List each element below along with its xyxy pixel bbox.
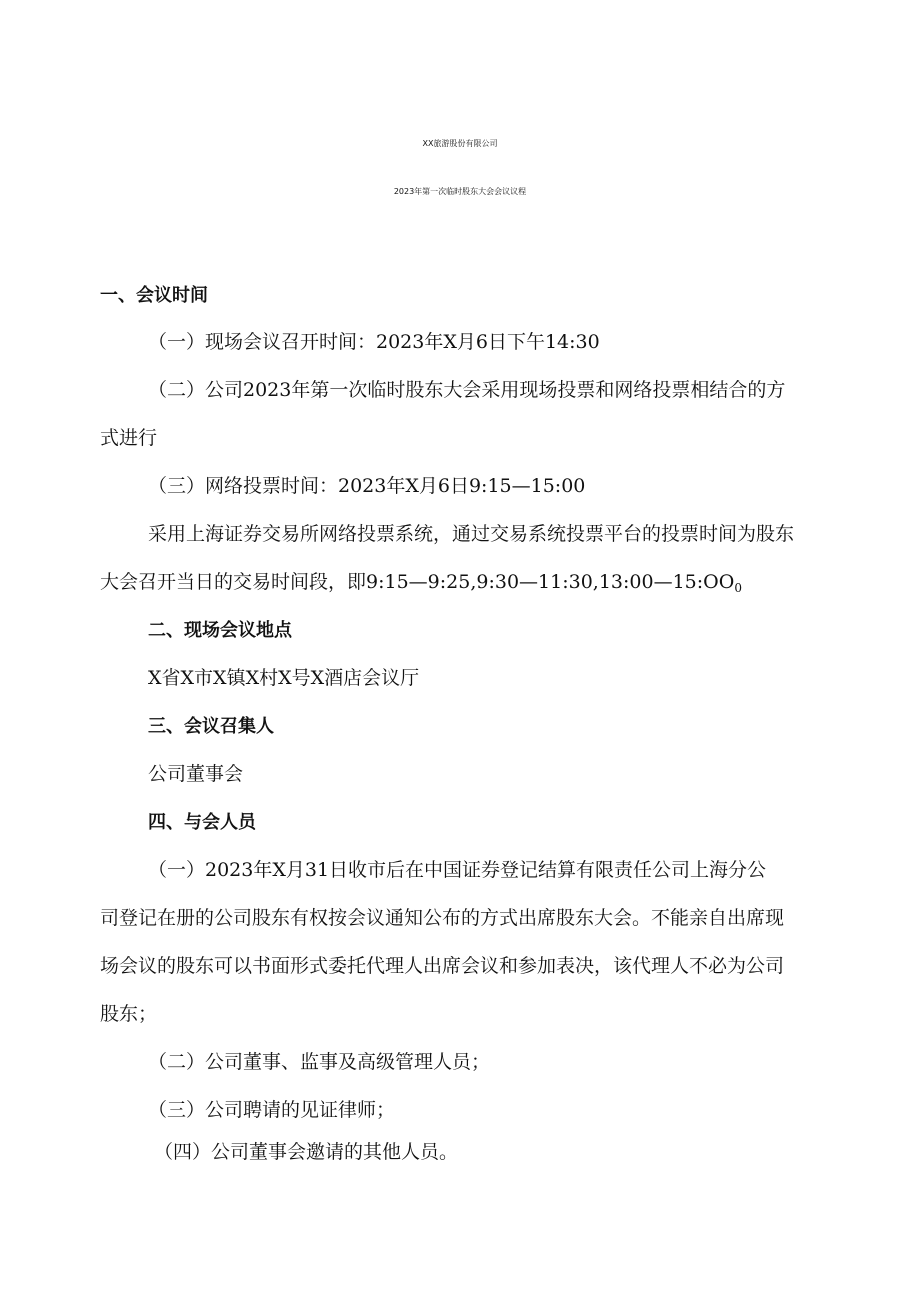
voting-note-line-2-text: 大会召开当日的交易时间段，即9:15—9:25,9:30—11:30,13:00—15:OO (100, 571, 735, 593)
document-title: 2023年第一次临时股东大会会议议程 (393, 187, 527, 196)
meeting-time-item-2-line-2: 式进行 (100, 427, 158, 449)
attendees-item-4: （四）公司董事会邀请的其他人员。 (154, 1141, 459, 1163)
meeting-time-item-2-line-1: （二）公司2023年第一次临时股东大会采用现场投票和网络投票相结合的方 (148, 379, 786, 401)
attendees-item-1-line-3: 场会议的股东可以书面形式委托代理人出席会议和参加表决，该代理人不必为公司 (100, 955, 785, 977)
section-heading-meeting-time: 一、会议时间 (100, 285, 208, 306)
attendees-item-1-line-1: （一）2023年X月31日收市后在中国证券登记结算有限责任公司上海分公 (148, 859, 767, 881)
voting-note-line-1: 采用上海证券交易所网络投票系统，通过交易系统投票平台的投票时间为股东 (148, 523, 795, 545)
attendees-item-1-line-2: 司登记在册的公司股东有权按会议通知公布的方式出席股东大会。不能亲自出席现 (100, 907, 785, 929)
venue-text: X省X市X镇X村X号X酒店会议厅 (148, 667, 420, 689)
section-heading-convener: 三、会议召集人 (148, 716, 274, 737)
attendees-item-2: （二）公司董事、监事及高级管理人员； (148, 1051, 491, 1073)
section-heading-venue: 二、现场会议地点 (148, 620, 292, 641)
convener-text: 公司董事会 (148, 763, 244, 785)
meeting-time-item-3: （三）网络投票时间：2023年X月6日9:15—15:00 (148, 475, 586, 497)
section-heading-attendees: 四、与会人员 (148, 812, 256, 833)
voting-note-subscript: 0 (734, 581, 742, 595)
voting-note-line-2 (100, 569, 742, 601)
company-title: XX旅游股份有限公司 (422, 139, 498, 148)
meeting-time-item-1: （一）现场会议召开时间：2023年X月6日下午14:30 (148, 331, 600, 353)
attendees-item-1-line-4: 股东； (100, 1003, 158, 1025)
attendees-item-3: （三）公司聘请的见证律师； (148, 1099, 396, 1121)
